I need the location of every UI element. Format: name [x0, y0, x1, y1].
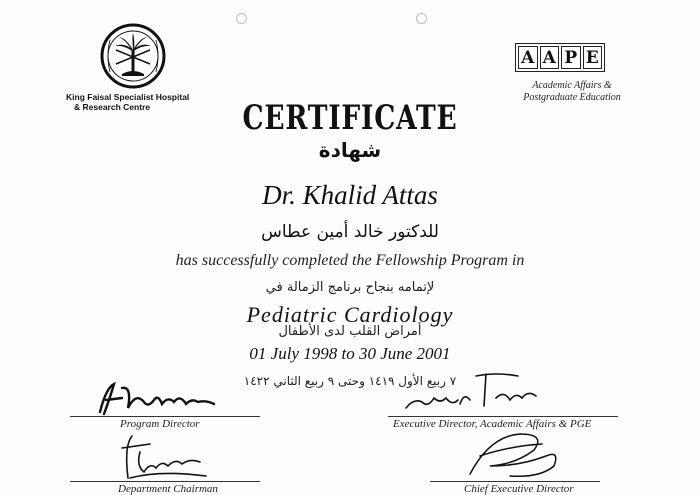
aape-letter: A	[518, 46, 538, 69]
department-chairman-signature	[110, 432, 230, 482]
aape-letter: E	[583, 46, 603, 69]
chief-executive-director-label: Chief Executive Director	[464, 483, 574, 495]
department-chairman-label: Department Chairman	[118, 483, 218, 495]
program-dates: 01 July 1998 to 30 June 2001	[249, 344, 451, 363]
punch-hole-right	[416, 13, 427, 24]
aape-logo	[515, 43, 605, 72]
aape-letter: P	[561, 46, 581, 69]
specialty: Pediatric Cardiology	[246, 302, 454, 327]
specialty-arabic: أمراض القلب لدى الأطفال	[278, 324, 422, 339]
hospital-name-line1: King Faisal Specialist Hospital	[66, 92, 190, 102]
aape-letter: A	[540, 46, 560, 69]
chief-executive-director-signature	[450, 426, 580, 482]
kfsh-palm-logo-icon	[96, 20, 170, 92]
program-dates-hijri: ٧ ربيع الأول ١٤١٩ وحتى ٩ ربيع الثاني ١٤٢٢	[243, 374, 457, 388]
program-director-line	[70, 416, 260, 417]
punch-hole-left	[236, 13, 247, 24]
completion-statement-arabic: لإتمامه بنجاح برنامج الزمالة في	[265, 280, 435, 295]
recipient-name-arabic: للدكتور خالد أمين عطاس	[261, 222, 439, 242]
aape-caption-line2: Postgraduate Education	[523, 92, 621, 103]
department-chairman-line	[70, 481, 260, 482]
executive-director-signature	[400, 368, 550, 418]
executive-director-line	[388, 416, 618, 417]
aape-caption-line1: Academic Affairs &	[532, 80, 612, 91]
completion-statement: has successfully completed the Fellowship Program in	[175, 252, 525, 269]
chief-executive-director-line	[430, 481, 600, 482]
certificate-title-arabic: شهادة	[318, 138, 382, 162]
hospital-name-line2: & Research Centre	[74, 102, 151, 112]
executive-director-label: Executive Director, Academic Affairs & PGE	[393, 418, 592, 430]
hospital-name	[66, 92, 216, 112]
program-director-label: Program Director	[120, 418, 200, 430]
certificate-title: CERTIFICATE	[242, 98, 458, 138]
recipient-name: Dr. Khalid Attas	[262, 180, 438, 210]
program-director-signature	[92, 378, 232, 418]
aape-caption	[502, 80, 642, 104]
